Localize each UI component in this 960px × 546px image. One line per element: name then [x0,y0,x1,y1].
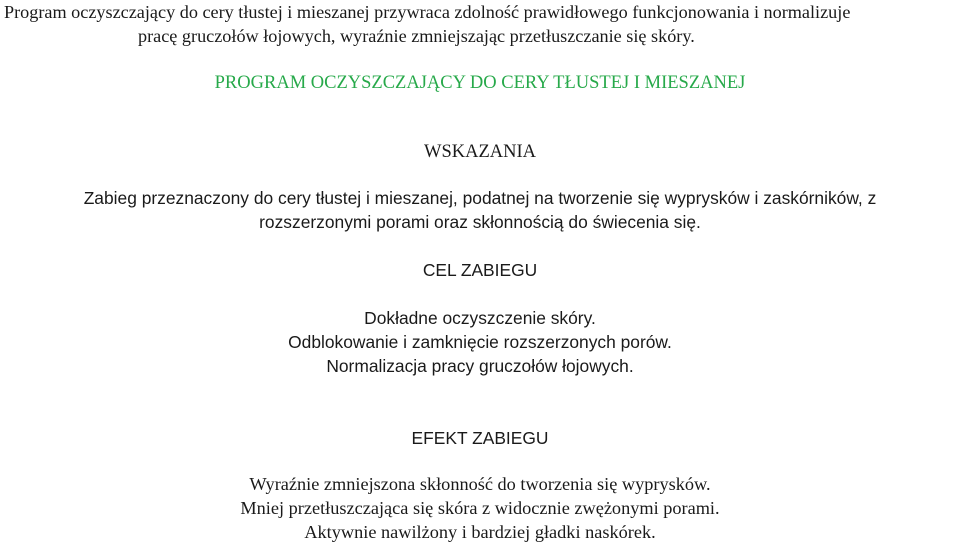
indications-line-1: Zabieg przeznaczony do cery tłustej i mieszanej, podatnej na tworzenie się wyprysków i zaskórników, z [83,188,877,208]
effect-line-2: Mniej przetłuszczająca się skóra z widocznie zwężonymi porami. [240,498,720,518]
goal-line-2: Odblokowanie i zamknięcie rozszerzonych porów. [288,332,672,352]
effect-line-1: Wyraźnie zmniejszona skłonność do tworzenia się wyprysków. [249,474,711,494]
intro-line-1: Program oczyszczający do cery tłustej i mieszanej przywraca zdolność prawidłowego funkcjonowania i normalizuje [4,2,851,22]
intro-line-2: pracę gruczołów łojowych, wyraźnie zmniejszając przetłuszczanie się skóry. [138,26,695,46]
goal-line-3: Normalizacja pracy gruczołów łojowych. [326,356,634,376]
indications-heading: WSKAZANIA [423,142,536,162]
indications-line-2: rozszerzonymi porami oraz skłonnością do świecenia się. [259,212,701,232]
program-title: PROGRAM OCZYSZCZAJĄCY DO CERY TŁUSTEJ I MIESZANEJ [214,73,746,93]
goal-heading: CEL ZABIEGU [422,260,538,280]
effect-line-3: Aktywnie nawilżony i bardziej gładki naskórek. [304,522,656,542]
goal-line-1: Dokładne oczyszczenie skóry. [364,308,596,328]
effect-heading: EFEKT ZABIEGU [411,428,549,448]
